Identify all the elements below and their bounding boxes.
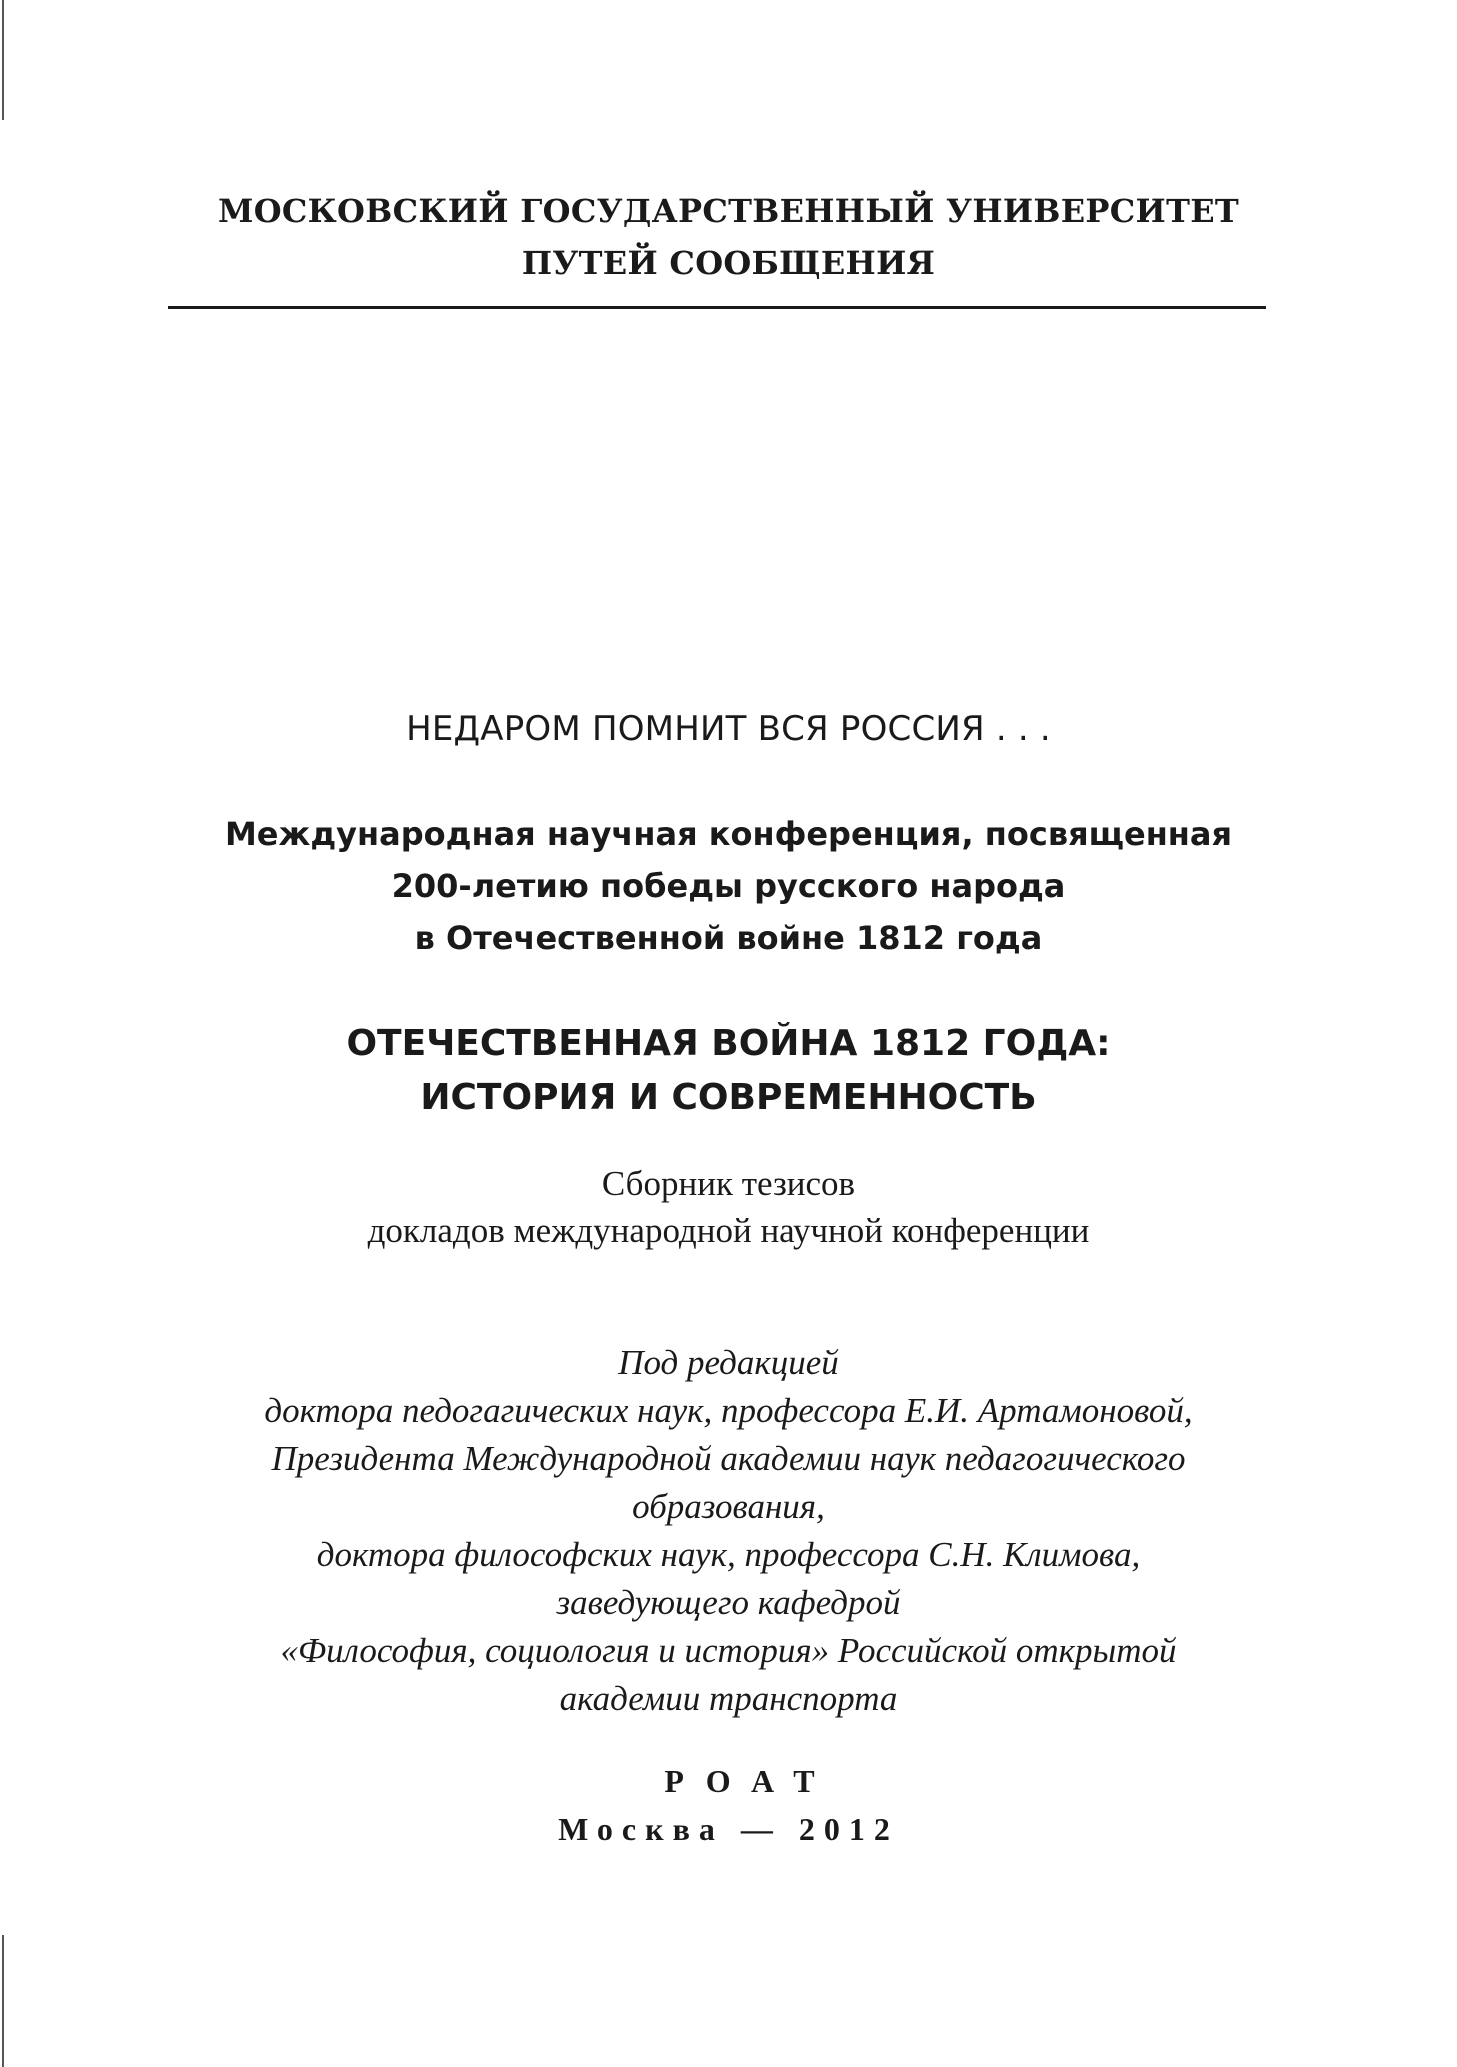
editor-line: доктора философских наук, профессора С.Н. Климова,	[316, 1535, 1141, 1574]
collection-line-2: докладов международной научной конференции	[367, 1211, 1090, 1250]
editor-line: академии транспорта	[559, 1679, 898, 1718]
place-and-year: Москва — 2012	[558, 1811, 899, 1847]
university-name-line-2: ПУТЕЙ СООБЩЕНИЯ	[521, 244, 936, 282]
editor-line: Под редакцией	[618, 1343, 839, 1382]
conference-line-2: 200-летию победы русского народа	[391, 867, 1066, 905]
page-edge-mark-top	[2, 0, 4, 120]
editor-line: доктора педогагических наук, профессора Е.И. Артамоновой,	[264, 1391, 1193, 1430]
subject-line-1: ОТЕЧЕСТВЕННАЯ ВОЙНА 1812 ГОДА:	[346, 1023, 1111, 1064]
university-name-line-1: МОСКОВСКИЙ ГОСУДАРСТВЕННЫЙ УНИВЕРСИТЕТ	[217, 192, 1240, 230]
conference-line-3: в Отечественной войне 1812 года	[414, 919, 1043, 957]
page-edge-mark-bottom	[2, 1935, 4, 2067]
editor-line: образования,	[632, 1487, 825, 1526]
subject-line-2: ИСТОРИЯ И СОВРЕМЕННОСТЬ	[420, 1077, 1037, 1118]
header-divider	[168, 306, 1266, 309]
publisher: РОАТ	[664, 1763, 837, 1799]
editor-line: «Философия, социология и история» Российской открытой	[280, 1631, 1177, 1670]
conference-line-1: Международная научная конференция, посвященная	[224, 815, 1233, 853]
collection-line-1: Сборник тезисов	[601, 1164, 856, 1203]
book-title: НЕДАРОМ ПОМНИТ ВСЯ РОССИЯ . . .	[406, 709, 1051, 749]
editor-line: Президента Международной академии наук педагогического	[271, 1439, 1186, 1478]
editor-line: заведующего кафедрой	[556, 1583, 901, 1622]
